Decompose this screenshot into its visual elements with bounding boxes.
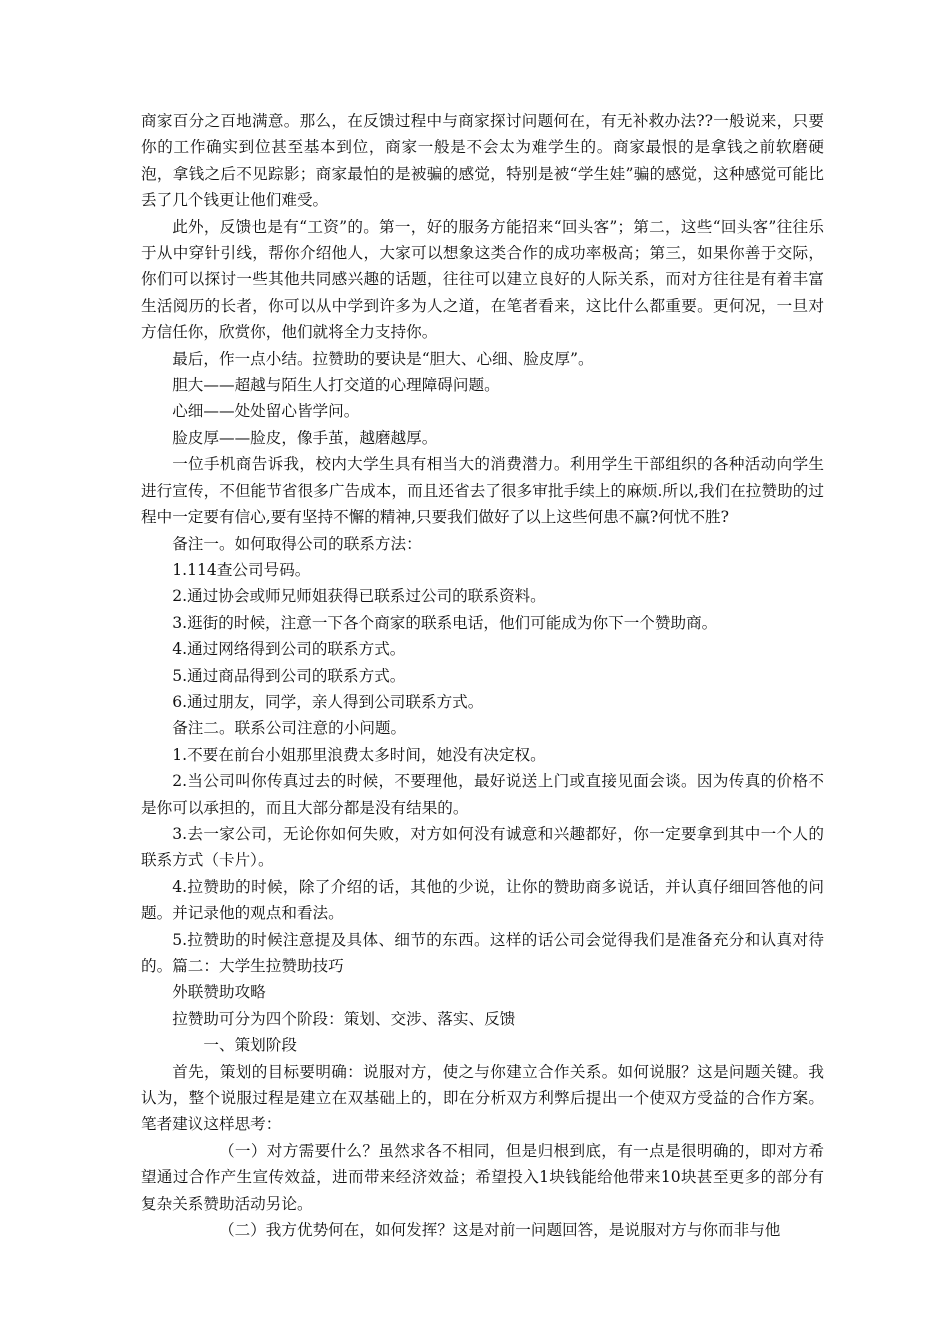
document-body — [141, 108, 824, 1243]
paragraph: 脸皮厚——脸皮，像手茧，越磨越厚。 — [172, 428, 438, 447]
paragraph: 最后，作一点小结。拉赞助的要诀是“胆大、心细、脸皮厚”。 — [172, 349, 594, 368]
note-heading: 备注二。联系公司注意的小问题。 — [172, 719, 407, 738]
paragraph: （二）我方优势何在，如何发挥？这是对前一问题回答，是说服对方与你而非与他 — [219, 1221, 781, 1240]
list-item: 5.拉赞助的时候注意提及具体、细节的东西。这样的话公司会觉得我们是准备充分和认真对待的。篇二：大学生拉赞助技巧 — [141, 930, 824, 975]
paragraph: 一位手机商告诉我，校内大学生具有相当大的消费潜力。利用学生干部组织的各种活动向学生进行宣传，不但能节省很多广告成本，而且还省去了很多审批手续上的麻烦.所以,我们在拉赞助的过程中一定要有信心,要有坚持不懈的精神,只要我们做好了以上这些何患不赢?何忧不胜? — [141, 455, 824, 527]
paragraph: 首先，策划的目标要明确：说服对方，使之与你建立合作关系。如何说服？这是问题关键。我认为，整个说服过程是建立在双基础上的，即在分析双方利弊后提出一个使双方受益的合作方案。笔者建议这样思考： — [141, 1062, 824, 1134]
list-item: 4.通过网络得到公司的联系方式。 — [172, 640, 406, 659]
list-item: 4.拉赞助的时候，除了介绍的话，其他的少说，让你的赞助商多说话，并认真仔细回答他的问题。并记录他的观点和看法。 — [141, 877, 824, 923]
paragraph: 胆大——超越与陌生人打交道的心理障碍问题。 — [172, 376, 500, 395]
note-heading: 备注一。如何取得公司的联系方法： — [172, 534, 422, 553]
list-item: 2.当公司叫你传真过去的时候，不要理他，最好说送上门或直接见面会谈。因为传真的价格不是你可以承担的，而且大部分都是没有结果的。 — [141, 772, 824, 817]
list-item: 5.通过商品得到公司的联系方式。 — [172, 666, 406, 685]
list-item: 1.114查公司号码。 — [172, 560, 311, 579]
paragraph: 心细——处处留心皆学问。 — [172, 402, 360, 421]
list-item: 3.逛街的时候，注意一下各个商家的联系电话，他们可能成为你下一个赞助商。 — [172, 613, 718, 632]
paragraph: 商家百分之百地满意。那么，在反馈过程中与商家探讨问题何在，有无补救办法??一般说来，只要你的工作确实到位甚至基本到位，商家一般是不会太为难学生的。商家最恨的是拿钱之前软磨硬泡，拿钱之后不见踪影；商家最怕的是被骗的感觉，特别是被“学生娃”骗的感觉，这种感觉可能比丢了几个钱更让他们难受。 — [141, 112, 824, 210]
list-item: 6.通过朋友，同学，亲人得到公司联系方式。 — [172, 692, 484, 711]
paragraph: （一）对方需要什么？虽然求各不相同，但是归根到底，有一点是很明确的，即对方希望通过合作产生宣传效益，进而带来经济效益；希望投入1块钱能给他带来10块甚至更多的部分有复杂关系赞助活动另论。 — [141, 1141, 824, 1213]
section-title: 外联赞助攻略 — [172, 983, 266, 1002]
list-item: 1.不要在前台小姐那里浪费太多时间，她没有决定权。 — [172, 745, 546, 764]
list-item: 3.去一家公司，无论你如何失败，对方如何没有诚意和兴趣都好，你一定要拿到其中一个人的联系方式（卡片）。 — [141, 824, 824, 870]
section-heading: 一、策划阶段 — [203, 1036, 297, 1055]
list-item: 2.通过协会或师兄师姐获得已联系过公司的联系资料。 — [172, 587, 546, 606]
paragraph: 拉赞助可分为四个阶段：策划、交涉、落实、反馈 — [172, 1009, 516, 1028]
paragraph: 此外，反馈也是有“工资”的。第一，好的服务方能招来“回头客”；第二，这些“回头客”往往乐于从中穿针引线，帮你介绍他人，大家可以想象这类合作的成功率极高；第三，如果你善于交际，你们可以探讨一些其他共同感兴趣的话题，往往可以建立良好的人际关系，而对方往往是有着丰富生活阅历的长者，你可以从中学到许多为人之道，在笔者看来，这比什么都重要。更何况，一旦对方信任你，欣赏你，他们就将全力支持你。 — [141, 217, 824, 342]
